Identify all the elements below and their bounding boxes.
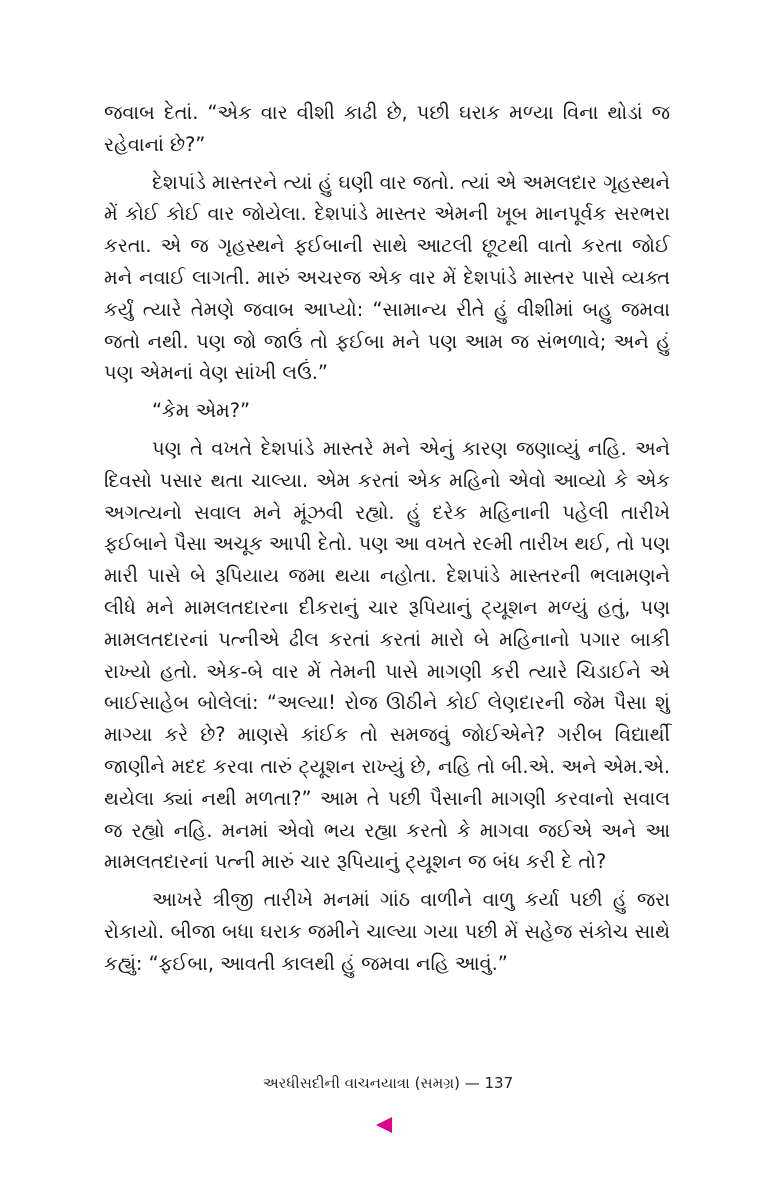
page-footer: અરધીસદીની વાચનયાત્રા (સમગ્ર) — 137: [262, 1074, 514, 1092]
paragraph-dialogue: “કેમ એમ?”: [152, 399, 251, 423]
page-body: [104, 97, 670, 980]
paragraph-continuation: જવાબ દેતાં. “એક વાર વીશી કાઢી છે, પછી ઘરાક મળ્યા વિના થોડાં જ રહેવાનાં છે?”: [104, 101, 670, 156]
paragraph: આખરે ત્રીજી તારીખે મનમાં ગાંઠ વાળીને વાળુ કર્યા પછી હું જરા રોકાયો. બીજા બધા ઘરાક જમીને ચાલ્યા ગયા પછી મેં સહેજ સંકોચ સાથે કહ્યું: “ફઈબા, આવતી કાલથી હું જમવા નહિ આવું.”: [104, 888, 670, 975]
paragraph: પણ તે વખતે દેશપાંડે માસ્તરે મને એનું કારણ જણાવ્યું નહિ. અને દિવસો પસાર થતા ચાલ્યા. એમ કરતાં એક મહિનો એવો આવ્યો કે એક અગત્યનો સવાલ મને મૂંઝવી રહ્યો. હું દરેક મહિનાની પહેલી તારીખે ફઈબાને પૈસા અચૂક આપી દેતો. પણ આ વખતે ર૯મી તારીખ થઈ, તો પણ મારી પાસે બે રૂપિયાય જમા થયા નહોતા. દેશપાંડે માસ્તરની ભલામણને લીધે મને મામલતદારના દીકરાનું ચાર રૂપિયાનું ટ્યૂશન મળ્યું હતું, પણ મામલતદારનાં પત્નીએ ઢીલ કરતાં કરતાં મારો બે મહિનાનો પગાર બાકી રાખ્યો હતો. એક-બે વાર મેં તેમની પાસે માગણી કરી ત્યારે ચિડાઈને એ બાઈસાહેબ બોલેલાં: “અલ્યા! રોજ ઊઠીને કોઈ લેણદારની જેમ પૈસા શું માગ્યા કરે છે? માણસે કાંઈક તો સમજવું જોઈએને? ગરીબ વિદ્યાર્થી જાણીને મદદ કરવા તારું ટ્યૂશન રાખ્યું છે, નહિ તો બી.એ. અને એમ.એ. થયેલા ક્યાં નથી મળતા?” આમ તે પછી પૈસાની માગણી કરવાનો સવાલ જ રહ્યો નહિ. મનમાં એવો ભય રહ્યા કરતો કે માગવા જઈએ અને આ મામલતદારનાં પત્ની મારું ચાર રૂપિયાનું ટ્યૂશન જ બંધ કરી દે તો?: [104, 436, 670, 874]
prev-page-arrow-icon[interactable]: [376, 1117, 392, 1133]
paragraph: દેશપાંડે માસ્તરને ત્યાં હું ઘણી વાર જતો. ત્યાં એ અમલદાર ગૃહસ્થને મેં કોઈ કોઈ વાર જોયેલા. દેશપાંડે માસ્તર એમની ખૂબ માનપૂર્વક સરભરા કરતા. એ જ ગૃહસ્થને ફઈબાની સાથે આટલી છૂટથી વાતો કરતા જોઈ મને નવાઈ લાગતી. મારું અચરજ એક વાર મેં દેશપાંડે માસ્તર પાસે વ્યક્ત કર્યું ત્યારે તેમણે જવાબ આપ્યો: “સામાન્ય રીતે હું વીશીમાં બહુ જમવા જતો નથી. પણ જો જાઉં તો ફઈબા મને પણ આમ જ સંભળાવે; અને હું પણ એમનાં વેણ સાંખી લઉં.”: [104, 170, 670, 385]
